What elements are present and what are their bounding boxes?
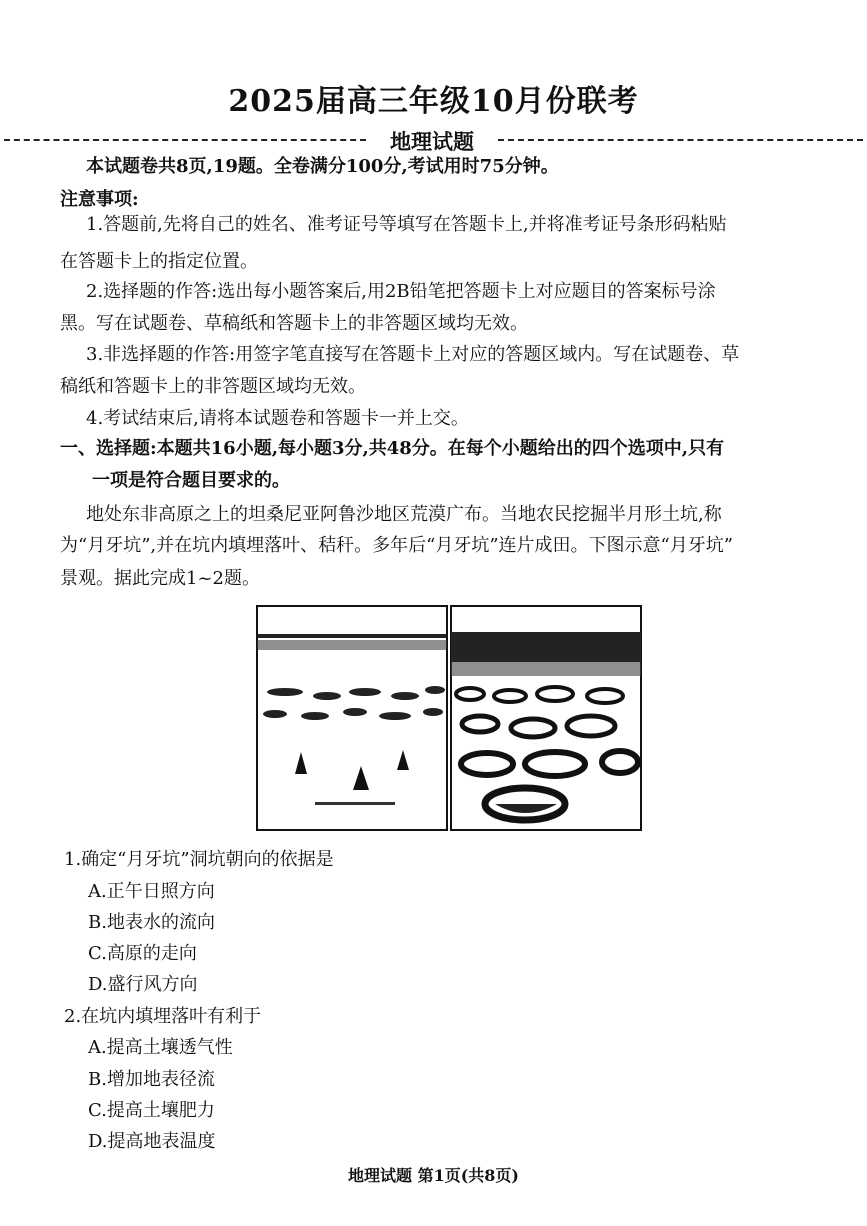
page-subtitle: 地理试题 [390, 129, 474, 154]
dashed-divider-right [498, 139, 863, 141]
notice-item-4: 4.考试结束后,请将本试题卷和答题卡一并上交。 [86, 408, 469, 429]
question-2-option-b: B.增加地表径流 [88, 1069, 215, 1090]
question-1-option-c: C.高原的走向 [88, 943, 197, 964]
passage-line-2: 为“月牙坑”,并在坑内填埋落叶、秸秆。多年后“月牙坑”连片成田。下图示意“月牙坑” [60, 535, 733, 556]
notice-item-3-line-2: 稿纸和答题卡上的非答题区域均无效。 [60, 376, 366, 397]
notice-heading: 注意事项: [60, 189, 139, 210]
notice-item-3-line-1: 3.非选择题的作答:用签字笔直接写在答题卡上对应的答题区域内。写在试题卷、草 [86, 344, 740, 365]
intro-text: 本试题卷共8页,19题。全卷满分100分,考试用时75分钟。 [86, 156, 559, 177]
section-1-heading-line-2: 一项是符合题目要求的。 [92, 470, 290, 491]
page-footer: 地理试题 第1页(共8页) [348, 1166, 519, 1185]
page-title: 2025届高三年级10月份联考 [228, 84, 639, 119]
subtitle-row [0, 126, 867, 154]
dashed-divider-left [4, 139, 366, 141]
question-1-option-d: D.盛行风方向 [88, 974, 198, 995]
question-1-option-a: A.正午日照方向 [88, 881, 215, 902]
question-2-option-d: D.提高地表温度 [88, 1131, 216, 1152]
notice-item-1-line-1: 1.答题前,先将自己的姓名、准考证号等填写在答题卡上,并将准考证号条形码粘贴 [86, 214, 727, 235]
question-1-option-b: B.地表水的流向 [88, 912, 215, 933]
notice-item-2-line-1: 2.选择题的作答:选出每小题答案后,用2B铅笔把答题卡上对应题目的答案标号涂 [86, 281, 716, 302]
passage-line-3: 景观。据此完成1~2题。 [60, 568, 260, 589]
question-2-option-c: C.提高土壤肥力 [88, 1100, 215, 1121]
question-2-stem: 2.在坑内填埋落叶有利于 [64, 1006, 262, 1027]
section-1-heading-line-1: 一、选择题:本题共16小题,每小题3分,共48分。在每个小题给出的四个选项中,只有 [60, 438, 725, 459]
question-1-stem: 1.确定“月牙坑”洞坑朝向的依据是 [64, 849, 334, 870]
notice-item-1-line-2: 在答题卡上的指定位置。 [60, 251, 258, 272]
crescent-pit-photo [255, 604, 643, 832]
notice-item-2-line-2: 黑。写在试题卷、草稿纸和答题卡上的非答题区域均无效。 [60, 313, 528, 334]
passage-line-1: 地处东非高原之上的坦桑尼亚阿鲁沙地区荒漠广布。当地农民挖掘半月形土坑,称 [86, 504, 722, 525]
question-2-option-a: A.提高土壤透气性 [88, 1037, 233, 1058]
